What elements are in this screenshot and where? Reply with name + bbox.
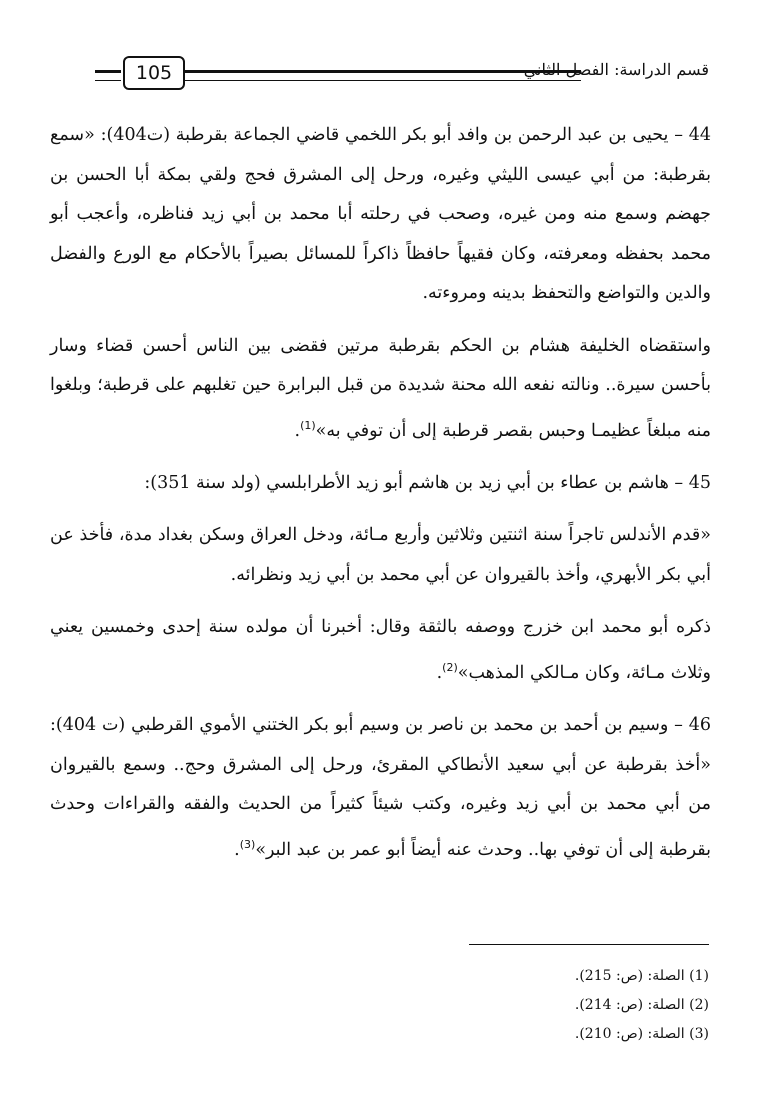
entry-46 xyxy=(50,706,711,870)
footnote-1: (1) الصلة: (ص: 215). xyxy=(574,968,709,984)
entry-45-heading xyxy=(50,464,711,504)
header-rule-left xyxy=(95,70,121,81)
footnote-2: (2) الصلة: (ص: 214). xyxy=(574,997,709,1013)
period: . xyxy=(294,420,301,441)
running-header xyxy=(95,56,709,96)
main-text xyxy=(50,116,711,883)
header-title: قسم الدراسة: الفصل الثاني xyxy=(523,60,709,79)
footnote-ref-1[interactable]: (1) xyxy=(300,418,316,432)
footnotes xyxy=(309,962,709,1049)
footnote-ref-3[interactable]: (3) xyxy=(239,837,256,851)
entry-44-continued-text: واستقضاه الخليفة هشام بن الحكم بقرطبة مرتين فقضى بين الناس أحسن قضاء وسار بأحسن سيرة.. ونالته نفعه الله محنة شديدة من قبل البرابرة حين تغلبهم على قرطبة؛ وبلغوا منه مبلغاً عظيمـا وحبس بقصر قرطبة إلى أن توفي به» xyxy=(50,335,711,441)
entry-45 xyxy=(50,516,711,595)
entry-44 xyxy=(50,116,711,314)
entry-44-text: 44 – يحيى بن عبد الرحمن بن وافد أبو بكر اللخمي قاضي الجماعة بقرطبة (ت404): «سمع بقرطبة: من أبي عيسى الليثي وغيره، ورحل إلى المشرق فحج ولقي بمكة أبا الحسن بن جهضم وسمع منه ومن غيره، وصحب في رحلته أبا محمد بن أبي زيد فناظره، وأعجب أبو محمد بحفظه ومعرفته، وكان فقيهاً حافظاً ذاكراً للمسائل بصيراً بالأحكام مع الورع والفضل والدين والتواضع والتحفظ بدينه ومروءته. xyxy=(50,125,712,303)
entry-44-continued xyxy=(50,327,711,451)
header-rule-right xyxy=(185,70,581,81)
entry-45-heading-text: 45 – هاشم بن عطاء بن أبي زيد بن هاشم أبو زيد الأطرابلسي (ولد سنة 351): xyxy=(144,472,711,493)
period: . xyxy=(436,662,443,683)
footnote-ref-2[interactable]: (2) xyxy=(442,660,458,674)
footnote-3: (3) الصلة: (ص: 210). xyxy=(574,1026,709,1042)
entry-45-text: «قدم الأندلس تاجراً سنة اثنتين وثلاثين وأربع مـائة، ودخل العراق وسكن بغداد مدة، فأخذ عن أبي بكر الأبهري، وأخذ بالقيروان عن أبي محمد بن أبي زيد ونظرائه. xyxy=(50,525,711,585)
footnote-separator xyxy=(469,944,709,945)
entry-45-continued-text: ذكره أبو محمد ابن خزرج ووصفه بالثقة وقال: أخبرنا أن مولده سنة إحدى وخمسين يعني وثلاث مـائة، وكان مـالكي المذهب» xyxy=(50,617,711,683)
page-number: 105 xyxy=(123,56,185,90)
entry-46-text: 46 – وسيم بن أحمد بن محمد بن ناصر بن وسيم أبو بكر الختني الأموي القرطبي (ت 404): «أخذ بقرطبة عن أبي سعيد الأنطاكي المقرئ، ورحل إلى المشرق وحج.. وسمع بالقيروان من أبي محمد بن أبي زيد وغيره، وكتب شيئاً كثيراً من الحديث والفقه والقراءات وحدث بقرطبة إلى أن توفي بها.. وحدث عنه أيضاً أبو عمر بن عبد البر» xyxy=(50,715,711,860)
period: . xyxy=(234,839,240,860)
entry-45-continued xyxy=(50,608,711,693)
